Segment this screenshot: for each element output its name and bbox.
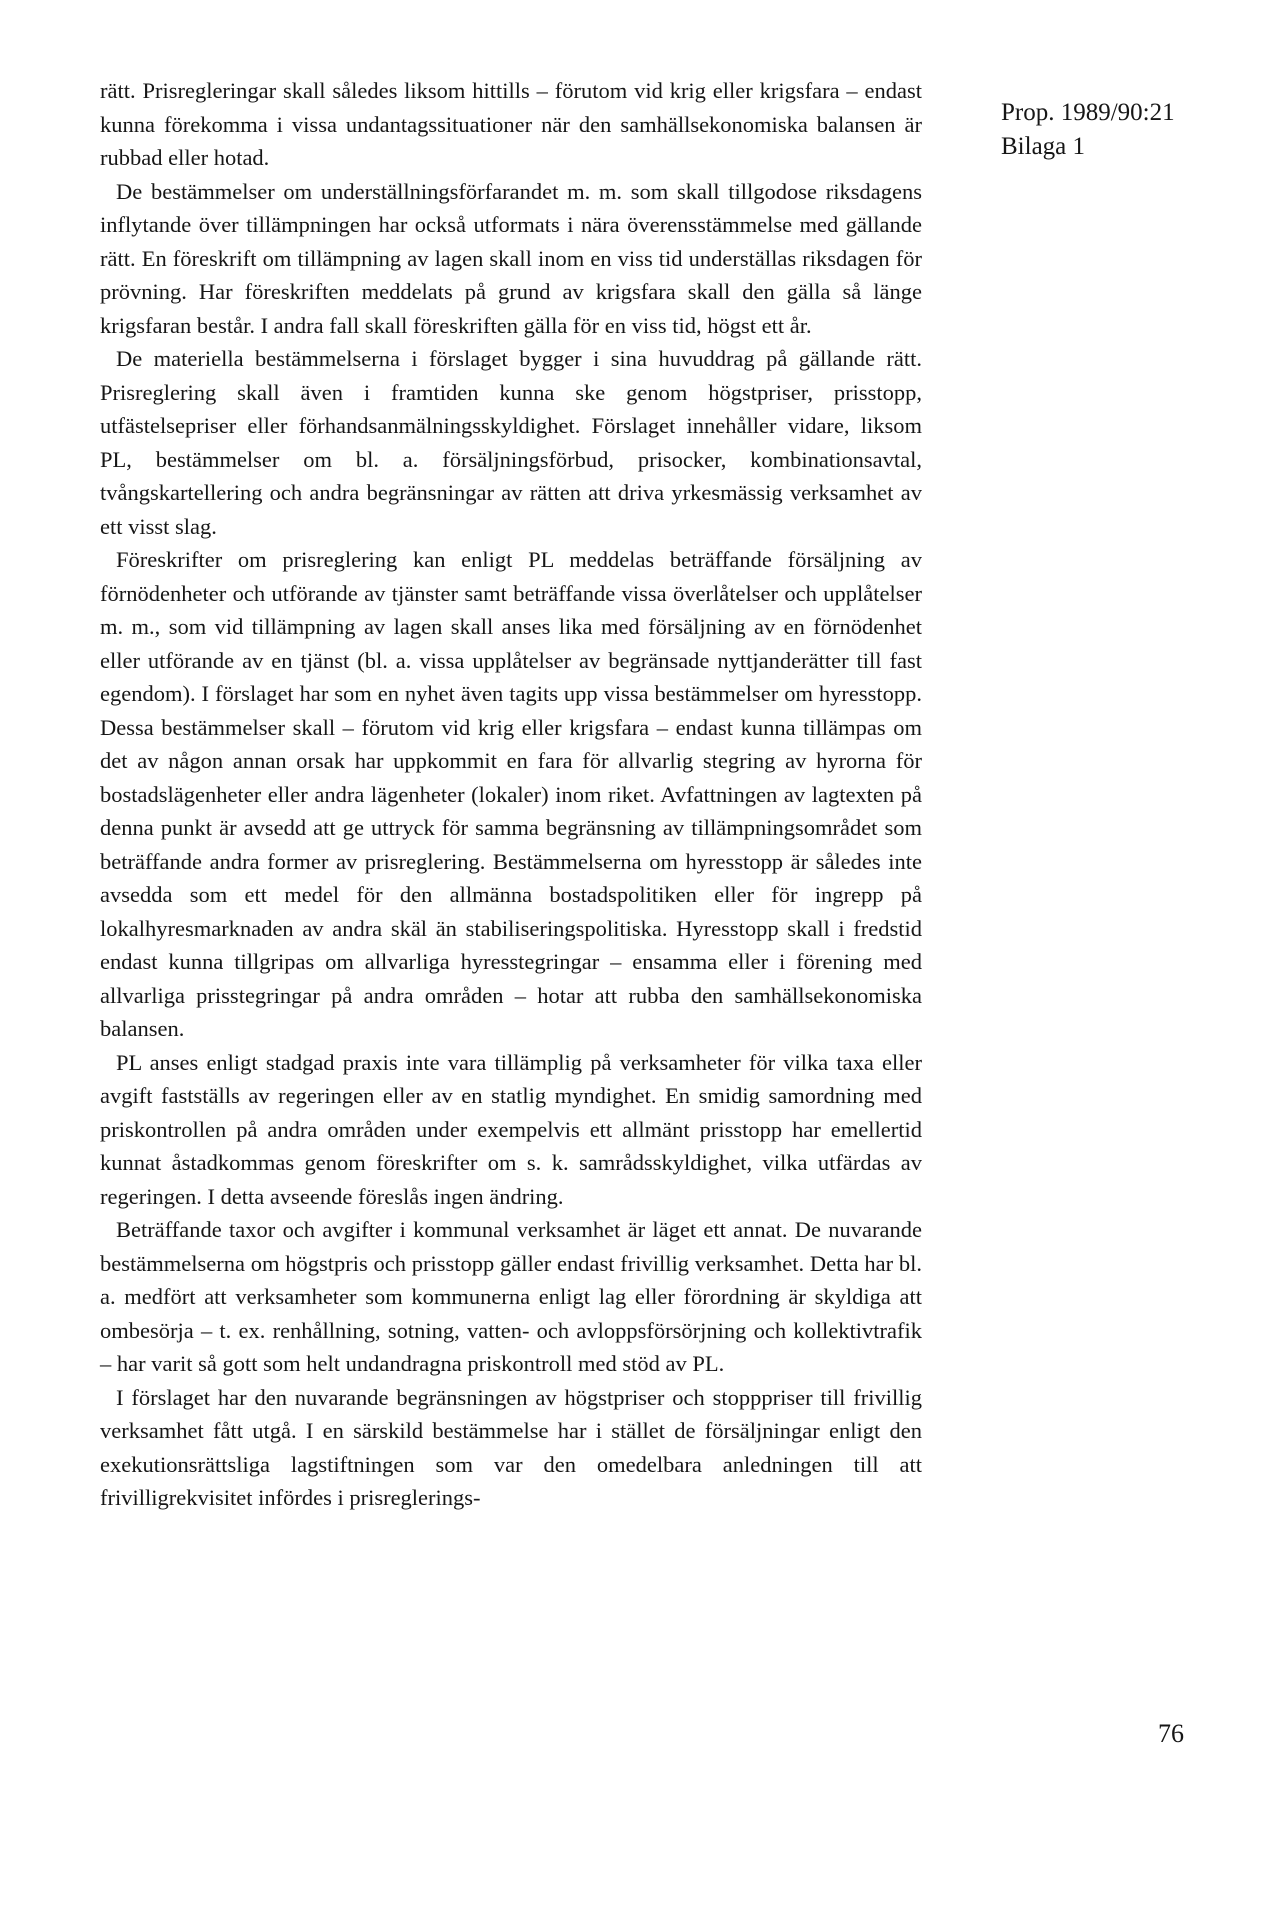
- paragraph: I förslaget har den nuvarande begränsningen av högstpriser och stopppriser till frivillig verksamhet fått utgå. I en särskild bestämmelse har i stället de försäljningar enligt den exekutionsrättsliga lagstiftningen som var den omedelbara anledningen till att frivilligrekvisitet infördes i prisreglerings-: [100, 1384, 922, 1510]
- paragraph: Beträffande taxor och avgifter i kommunal verksamhet är läget ett annat. De nuvarande bestämmelserna om högstpris och prisstopp gäller endast frivillig verksamhet. Detta har bl. a. medfört att verksamheter som kommunerna enligt lag eller förordning är skyldiga att ombesörja – t. ex. renhållning, sotning, vatten- och avloppsförsörjning och kollektivtrafik – har varit så gott som helt undandragna priskontroll med stöd av PL.: [100, 1217, 922, 1376]
- prop-number: Prop. 1989/90:21: [1001, 99, 1175, 126]
- paragraph: Föreskrifter om prisreglering kan enligt PL meddelas beträffande försäljning av förnödenheter och utförande av tjänster samt beträffande vissa överlåtelser och upplåtelser m. m., som vid tillämpning av lagen skall anses lika med försäljning av en förnödenhet eller utförande av en tjänst (bl. a. vissa upplåtelser av begränsade nyttjanderätter till fast egendom). I förslaget har som en nyhet även tagits upp vissa bestämmelser om hyresstopp. Dessa bestämmelser skall – förutom vid krig eller krigsfara – endast kunna tillämpas om det av någon annan orsak har uppkommit en fara för allvarlig stegring av hyrorna för bostadslägenheter eller andra lägenheter (lokaler) inom riket. Avfattningen av lagtexten på denna punkt är avsedd att ge uttryck för samma begränsning av tillämpningsområdet som beträffande andra former av prisreglering. Bestämmelserna om hyresstopp är således inte avsedda som ett medel för den allmänna bostadspolitiken eller för ingrepp på lokalhyresmarknaden av andra skäl än stabiliseringspolitiska. Hyresstopp skall i fredstid endast kunna tillgripas om allvarliga hyresstegringar – ensamma eller i förening med allvarliga prisstegringar på andra områden – hotar att rubba den samhällsekonomiska balansen.: [100, 547, 922, 1041]
- paragraph: rätt. Prisregleringar skall således liksom hittills – förutom vid krig eller krigsfara – endast kunna förekomma i vissa undantagssituationer när den samhällsekonomiska balansen är rubbad eller hotad.: [100, 78, 922, 170]
- paragraph: De materiella bestämmelserna i förslaget bygger i sina huvuddrag på gällande rätt. Prisreglering skall även i framtiden kunna ske genom högstpriser, prisstopp, utfästelsepriser eller förhandsanmälningsskyldighet. Förslaget innehåller vidare, liksom PL, bestämmelser om bl. a. försäljningsförbud, prisocker, kombinationsavtal, tvångskartellering och andra begränsningar av rätten att driva yrkesmässig verksamhet av ett visst slag.: [100, 346, 922, 539]
- paragraph: De bestämmelser om underställningsförfarandet m. m. som skall tillgodose riksdagens inflytande över tillämpningen har också utformats i nära överensstämmelse med gällande rätt. En föreskrift om tillämpning av lagen skall inom en viss tid underställas riksdagen för prövning. Har föreskriften meddelats på grund av krigsfara skall den gälla så länge krigsfaran består. I andra fall skall föreskriften gälla för en viss tid, högst ett år.: [100, 178, 922, 338]
- proposition-reference: [1001, 96, 1175, 164]
- body-text: [100, 74, 922, 1515]
- page-number: 76: [1158, 1719, 1184, 1748]
- paragraph: PL anses enligt stadgad praxis inte vara tillämplig på verksamheter för vilka taxa eller avgift fastställs av regeringen eller av en statlig myndighet. En smidig samordning med priskontrollen på andra områden under exempelvis ett allmänt prisstopp har emellertid kunnat åstadkommas genom föreskrifter om s. k. samrådsskyldighet, vilka utfärdas av regeringen. I detta avseende föreslås ingen ändring.: [100, 1049, 922, 1209]
- appendix-label: Bilaga 1: [1001, 133, 1086, 160]
